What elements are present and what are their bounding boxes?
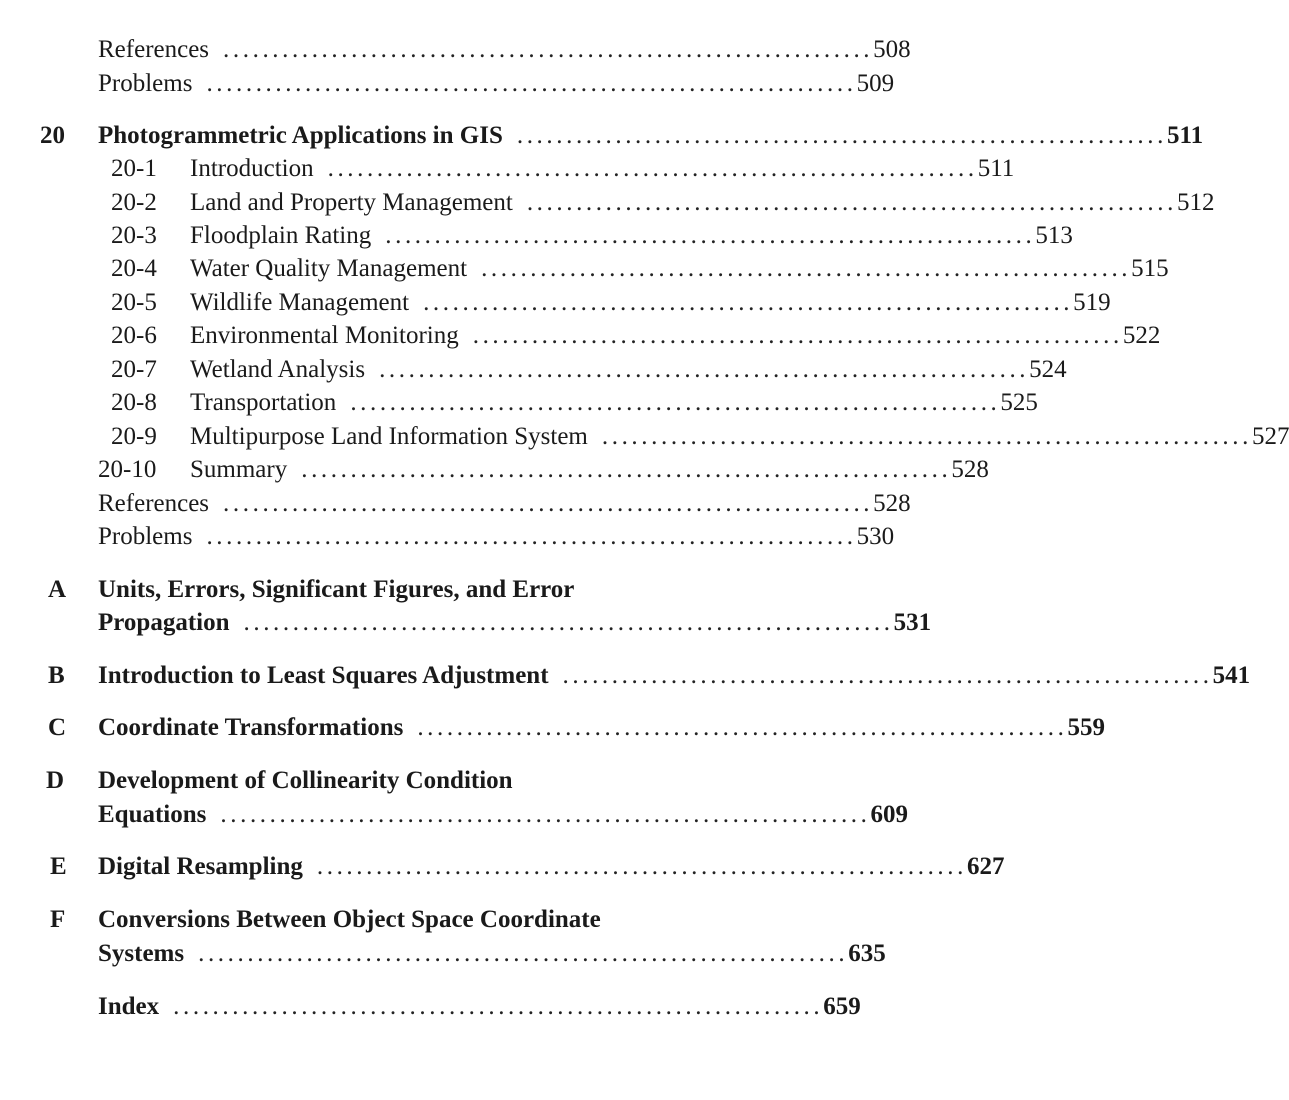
page-number: 522 — [1122, 322, 1161, 349]
dot-leader: .................................................................. — [350, 389, 1001, 416]
appendix-letter: C — [48, 714, 67, 741]
dot-leader: .................................................................. — [379, 356, 1030, 383]
dot-leader: .................................................................. — [423, 289, 1074, 316]
dot-leader: .................................................................. — [481, 255, 1132, 282]
dot-leader: .................................................................. — [206, 70, 857, 97]
dot-leader: .................................................................. — [198, 940, 849, 967]
appendix-title-line1[interactable]: Conversions Between Object Space Coordinate — [98, 906, 601, 933]
appendix-title: Coordinate Transformations — [98, 714, 404, 741]
page-number: 659 — [823, 993, 861, 1020]
dot-leader: .................................................................. — [243, 609, 894, 636]
section-number: 20-1 — [111, 155, 157, 182]
section-title: Water Quality Management — [190, 255, 468, 282]
page-number: 511 — [1166, 122, 1204, 149]
dot-leader: .................................................................. — [206, 523, 857, 550]
dot-leader: .................................................................. — [327, 155, 978, 182]
dot-leader: .................................................................. — [601, 423, 1252, 450]
section-title: Transportation — [190, 389, 337, 416]
entry-title: Problems — [98, 523, 193, 550]
chapter-number: 20 — [40, 122, 65, 149]
page-number: 519 — [1073, 289, 1111, 316]
chapter-title: Photogrammetric Applications in GIS — [98, 122, 503, 149]
appendix-letter: D — [46, 767, 65, 794]
dot-leader: .................................................................. — [562, 662, 1213, 689]
appendix-title-line2: Equations — [98, 801, 207, 828]
dot-leader: .................................................................. — [526, 189, 1177, 216]
page-number: 531 — [893, 609, 932, 636]
page-number: 530 — [856, 523, 895, 550]
section-title: Wildlife Management — [190, 289, 410, 316]
page-number: 527 — [1251, 423, 1289, 450]
entry-title: References — [98, 36, 210, 63]
dot-leader: .................................................................. — [173, 993, 824, 1020]
section-number: 20-2 — [111, 189, 157, 216]
appendix-letter: B — [48, 662, 65, 689]
appendix-letter: F — [50, 906, 66, 933]
section-number: 20-9 — [111, 423, 157, 450]
section-title: Land and Property Management — [190, 189, 513, 216]
section-title: Introduction — [190, 155, 314, 182]
dot-leader: .................................................................. — [472, 322, 1123, 349]
section-number: 20-4 — [111, 255, 157, 282]
section-title: Summary — [190, 456, 288, 483]
page-number: 511 — [977, 155, 1015, 182]
page-number: 609 — [870, 801, 908, 828]
dot-leader: .................................................................. — [223, 490, 874, 517]
section-number: 20-7 — [111, 356, 157, 383]
section-number: 20-3 — [111, 222, 157, 249]
dot-leader: .................................................................. — [301, 456, 952, 483]
appendix-title-line1[interactable]: Units, Errors, Significant Figures, and Error — [98, 576, 575, 603]
appendix-letter: A — [48, 576, 67, 603]
section-title: Environmental Monitoring — [190, 322, 459, 349]
entry-title: Problems — [98, 70, 193, 97]
dot-leader: .................................................................. — [385, 222, 1036, 249]
appendix-title-line1[interactable]: Development of Collinearity Condition — [98, 767, 513, 794]
entry-title: References — [98, 490, 210, 517]
page-number: 513 — [1035, 222, 1073, 249]
page-number: 525 — [1000, 389, 1038, 416]
appendix-title-line2: Systems — [98, 940, 185, 967]
dot-leader: .................................................................. — [220, 801, 871, 828]
page-number: 635 — [848, 940, 886, 967]
page-number: 528 — [873, 490, 911, 517]
appendix-title: Introduction to Least Squares Adjustment — [98, 662, 549, 689]
section-title: Floodplain Rating — [190, 222, 372, 249]
appendix-title: Digital Resampling — [98, 853, 303, 880]
page-number: 509 — [856, 70, 895, 97]
page-number: 559 — [1067, 714, 1105, 741]
dot-leader: .................................................................. — [417, 714, 1068, 741]
page-number: 627 — [966, 853, 1005, 880]
index-title: Index — [98, 993, 160, 1020]
appendix-letter: E — [50, 853, 67, 880]
page-number: 528 — [951, 456, 989, 483]
section-title: Wetland Analysis — [190, 356, 366, 383]
appendix-title-line2: Propagation — [98, 609, 230, 636]
section-number: 20-10 — [98, 456, 157, 483]
page-number: 541 — [1212, 662, 1251, 689]
page-number: 512 — [1176, 189, 1215, 216]
dot-leader: .................................................................. — [516, 122, 1167, 149]
dot-leader: .................................................................. — [223, 36, 874, 63]
dot-leader: .................................................................. — [316, 853, 967, 880]
page-number: 524 — [1029, 356, 1067, 383]
page-number: 515 — [1131, 255, 1169, 282]
section-title: Multipurpose Land Information System — [190, 423, 588, 450]
page-number: 508 — [873, 36, 911, 63]
section-number: 20-8 — [111, 389, 157, 416]
section-number: 20-6 — [111, 322, 157, 349]
section-number: 20-5 — [111, 289, 157, 316]
